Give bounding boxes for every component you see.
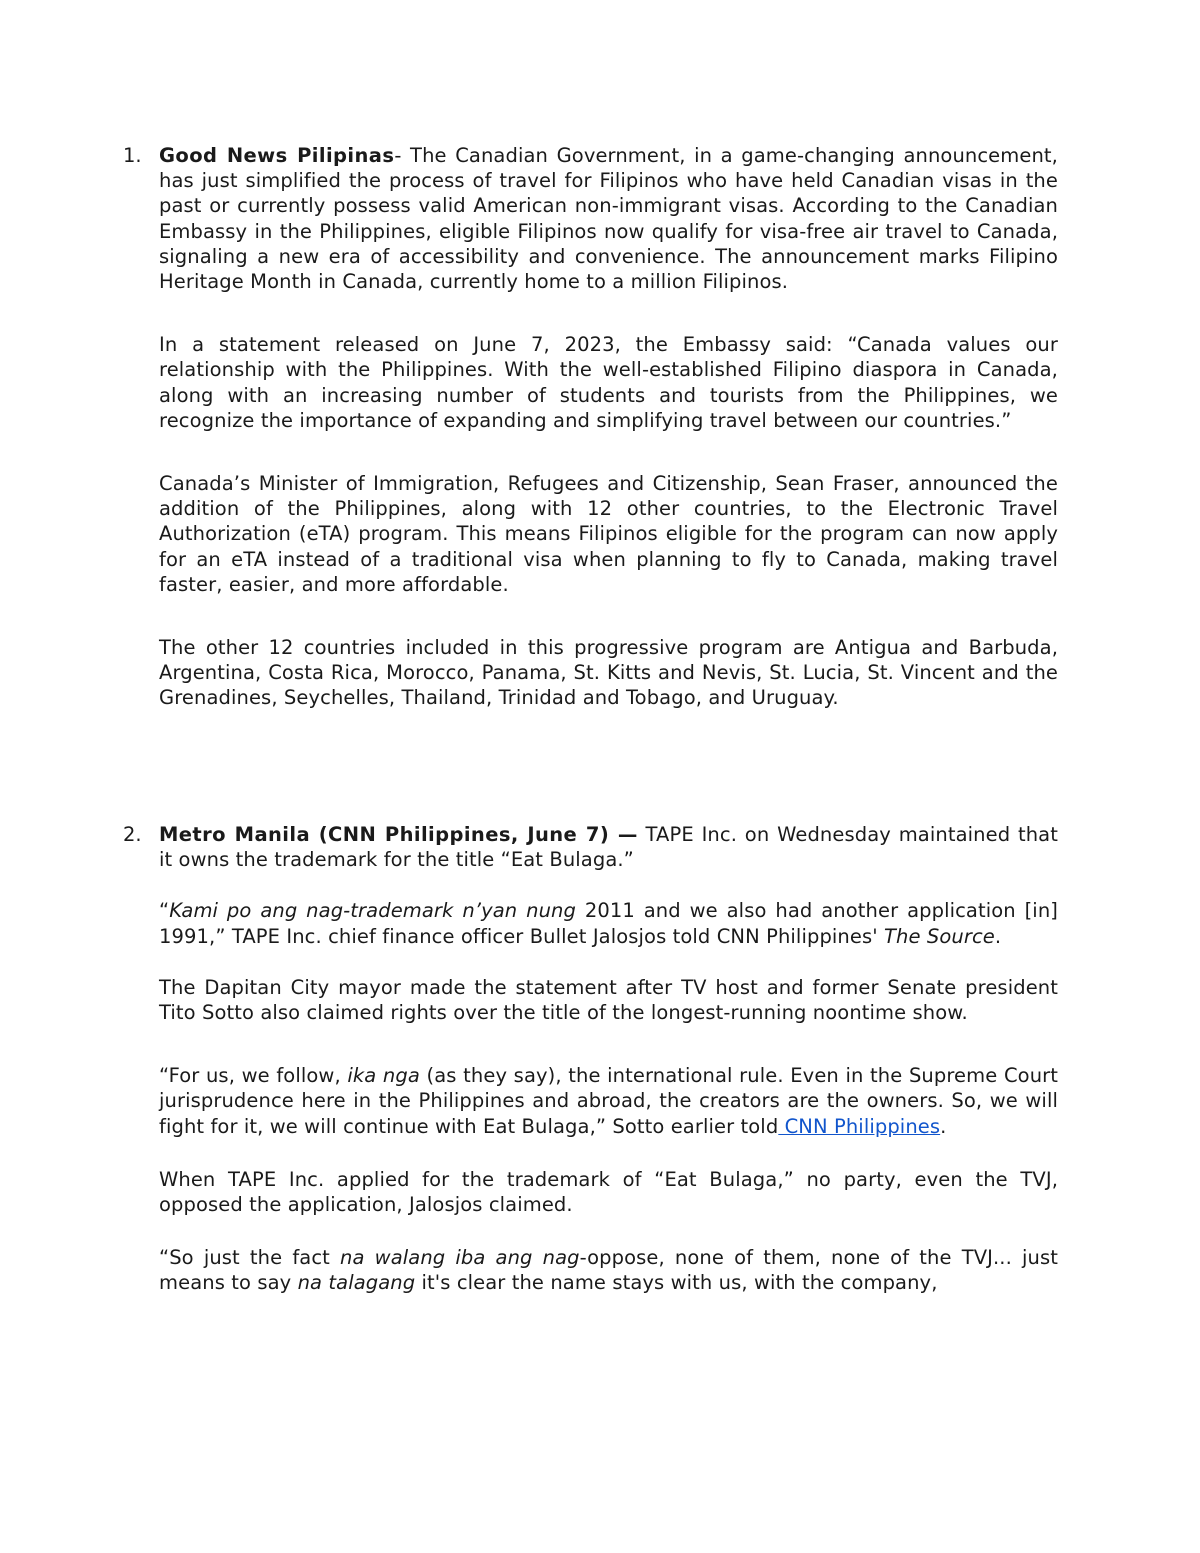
quote-text: it's clear the name stays with us, with the company,: [415, 1271, 938, 1295]
list-number: 1.: [123, 144, 142, 167]
paragraph-dateline: [159, 822, 1058, 872]
paragraph-trademark-application: When TAPE Inc. applied for the trademark of “Eat Bulaga,” no party, even the TVJ, opposed the application, Jalosjos claimed.: [159, 1167, 1058, 1217]
filipino-phrase: Kami po ang nag-trademark n’yan nung: [169, 899, 576, 923]
intro-text: - The Canadian Government, in a game-changing announcement, has just simplified the process of travel for Filipinos who have held Canadian visas in the past or currently possess valid American non-immigrant visas. According to the Canadian Embassy in the Philippines, eligible Filipinos now qualify for visa-free air travel to Canada, signaling a new era of accessibility and convenience. The announcement marks Filipino Heritage Month in Canada, currently home to a million Filipinos.: [159, 144, 1058, 294]
cnn-philippines-link[interactable]: CNN Philippines: [778, 1114, 941, 1138]
news-item-body: [159, 143, 1058, 711]
quote-text: -oppose, none of them, none of the TVJ... just means to say: [159, 1246, 1058, 1295]
quote-open: “: [159, 899, 170, 923]
list-number: 2.: [123, 823, 142, 846]
paragraph-sotto-quote: [159, 1063, 1058, 1139]
paragraph-other-countries: The other 12 countries included in this progressive program are Antigua and Barbuda, Argentina, Costa Rica, Morocco, Panama, St. Kitts and Nevis, St. Lucia, St. Vincent and the Grenadines, Seychelles, Thailand, Trinidad and Tobago, and Uruguay.: [159, 636, 1058, 710]
quote-text: 2011 and we also had another application [in] 1991,” TAPE Inc. chief finance officer Bullet Jalosjos told CNN Philippines': [159, 899, 1058, 948]
quote-text: “For us, we follow,: [159, 1064, 348, 1088]
quote-end: .: [940, 1114, 947, 1138]
quote-end: .: [994, 924, 1002, 948]
paragraph-minister-announcement: Canada’s Minister of Immigration, Refugees and Citizenship, Sean Fraser, announced the addition of the Philippines, along with 12 other countries, to the Electronic Travel Authorization (eTA) program. This means Filipinos eligible for the program can now apply for an eTA instead of a traditional visa when planning to fly to Canada, making travel faster, easier, and more affordable.: [159, 472, 1058, 596]
news-item-body: [159, 822, 1058, 1296]
news-item-2: [123, 822, 1058, 1296]
lead-source: Good News Pilipinas: [159, 144, 395, 167]
quote-text: (as they say), the international rule. Even in the Supreme Court jurisprudence here in the Philippines and abroad, the creators are the owners. So, we will fight for it, we will continue with Eat Bulaga,” Sotto earlier told: [159, 1064, 1059, 1138]
paragraph-sotto-claim: The Dapitan City mayor made the statement after TV host and former Senate president Tito Sotto also claimed rights over the title of the longest-running noontime show.: [159, 975, 1058, 1025]
paragraph-jalosjos-quote: [159, 898, 1058, 948]
paragraph-intro: [159, 143, 1058, 294]
filipino-phrase: na talagang: [297, 1271, 416, 1295]
dateline-text: TAPE Inc. on Wednesday maintained that it owns the trademark for the title “Eat Bulaga.”: [159, 823, 1058, 872]
filipino-phrase: na walang iba ang nag: [340, 1246, 580, 1270]
quote-text: “So just the fact: [159, 1246, 341, 1270]
lead-dateline: Metro Manila (CNN Philippines, June 7) —: [159, 823, 638, 846]
filipino-phrase: ika nga: [347, 1064, 420, 1088]
paragraph-jalosjos-quote-2: [159, 1245, 1058, 1295]
paragraph-embassy-statement: In a statement released on June 7, 2023, the Embassy said: “Canada values our relationship with the Philippines. With the well-established Filipino diaspora in Canada, along with an increasing number of students and tourists from the Philippines, we recognize the importance of expanding and simplifying travel between our countries.”: [159, 333, 1058, 432]
news-item-1: [123, 143, 1058, 711]
show-title: The Source: [884, 924, 995, 948]
